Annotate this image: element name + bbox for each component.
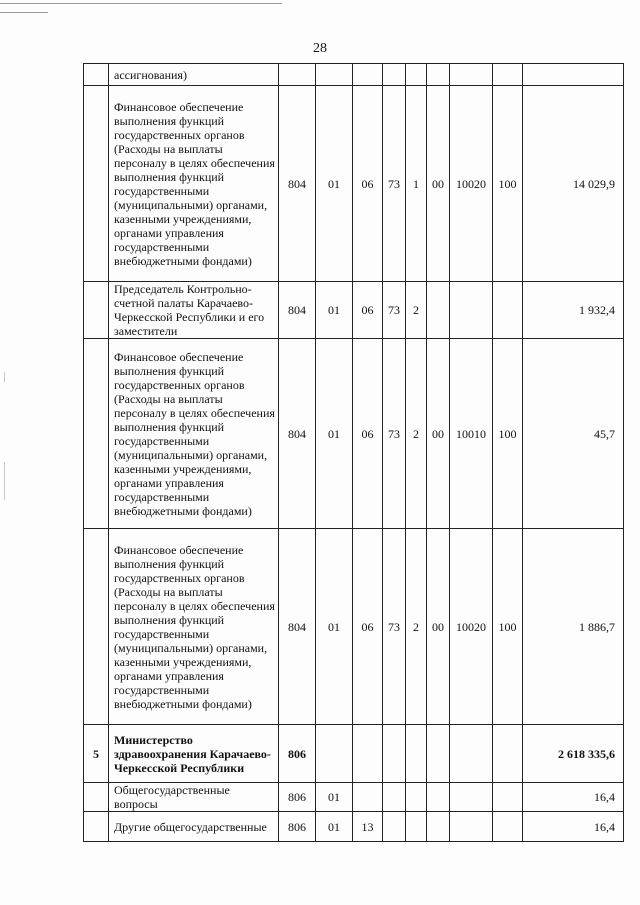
- program-code-cell: 73: [383, 282, 406, 339]
- direction-code-cell: [427, 282, 450, 339]
- direction-code-cell: [427, 725, 450, 783]
- amount-cell: 16,4: [523, 783, 624, 812]
- amount-cell: 2 618 335,6: [523, 725, 624, 783]
- subsection-code-cell: 06: [353, 86, 383, 282]
- expense-code-cell: 10020: [450, 86, 493, 282]
- section-code-cell: 01: [316, 86, 353, 282]
- subprogram-code-cell: 2: [406, 282, 427, 339]
- expense-code-cell: [450, 64, 493, 86]
- admin-code-cell: 806: [279, 725, 316, 783]
- name-cell: Другие общегосударственные: [109, 812, 279, 842]
- expense-code-cell: [450, 812, 493, 842]
- expense-code-cell: [450, 725, 493, 783]
- row-number-cell: 5: [84, 725, 109, 783]
- table-row: [84, 725, 624, 783]
- expense-code-cell: 10020: [450, 529, 493, 725]
- direction-code-cell: [427, 783, 450, 812]
- program-code-cell: 73: [383, 529, 406, 725]
- subprogram-code-cell: 2: [406, 339, 427, 529]
- subprogram-code-cell: [406, 64, 427, 86]
- row-number-cell: [84, 812, 109, 842]
- program-code-cell: [383, 812, 406, 842]
- amount-cell: 14 029,9: [523, 86, 624, 282]
- name-cell: Председатель Контрольно-счетной палаты Карачаево-Черкесской Республики и его заместители: [109, 282, 279, 339]
- row-number-cell: [84, 86, 109, 282]
- program-code-cell: [383, 64, 406, 86]
- expense-type-cell: 100: [493, 529, 523, 725]
- program-code-cell: 73: [383, 339, 406, 529]
- subsection-code-cell: [353, 725, 383, 783]
- program-code-cell: [383, 725, 406, 783]
- expense-type-cell: [493, 64, 523, 86]
- subsection-code-cell: 06: [353, 282, 383, 339]
- expense-code-cell: 10010: [450, 339, 493, 529]
- scan-side-mark: [4, 372, 5, 382]
- table-row: [84, 783, 624, 812]
- row-number-cell: [84, 339, 109, 529]
- direction-code-cell: 00: [427, 339, 450, 529]
- name-cell: Финансовое обеспечение выполнения функций государственных органов (Расходы на выплаты персоналу в целях обеспечения выполнения функций государственными (муниципальными) органами, казенными учреждениями, органами управления государственными внебюджетными фондами): [109, 529, 279, 725]
- subprogram-code-cell: 1: [406, 86, 427, 282]
- section-code-cell: 01: [316, 339, 353, 529]
- table-body: [84, 64, 624, 842]
- table-row: [84, 282, 624, 339]
- expense-type-cell: [493, 783, 523, 812]
- amount-cell: 45,7: [523, 339, 624, 529]
- section-code-cell: 01: [316, 282, 353, 339]
- section-code-cell: [316, 64, 353, 86]
- admin-code-cell: [279, 64, 316, 86]
- subsection-code-cell: [353, 783, 383, 812]
- admin-code-cell: 804: [279, 529, 316, 725]
- subsection-code-cell: [353, 64, 383, 86]
- expense-type-cell: [493, 812, 523, 842]
- scan-edge-line: [0, 3, 282, 4]
- section-code-cell: 01: [316, 812, 353, 842]
- admin-code-cell: 804: [279, 339, 316, 529]
- table-row: [84, 339, 624, 529]
- row-number-cell: [84, 64, 109, 86]
- name-cell: Общегосударственные вопросы: [109, 783, 279, 812]
- expense-type-cell: 100: [493, 86, 523, 282]
- row-number-cell: [84, 282, 109, 339]
- name-cell: Министерство здравоохранения Карачаево-Черкесской Республики: [109, 725, 279, 783]
- direction-code-cell: [427, 812, 450, 842]
- scan-side-mark: [4, 462, 5, 500]
- scan-edge-line: [0, 12, 48, 13]
- section-code-cell: 01: [316, 529, 353, 725]
- expense-code-cell: [450, 783, 493, 812]
- direction-code-cell: 00: [427, 86, 450, 282]
- name-cell: ассигнования): [109, 64, 279, 86]
- admin-code-cell: 804: [279, 282, 316, 339]
- table-row: [84, 812, 624, 842]
- program-code-cell: 73: [383, 86, 406, 282]
- admin-code-cell: 804: [279, 86, 316, 282]
- subprogram-code-cell: [406, 812, 427, 842]
- subsection-code-cell: 13: [353, 812, 383, 842]
- section-code-cell: 01: [316, 783, 353, 812]
- row-number-cell: [84, 529, 109, 725]
- expense-type-cell: [493, 725, 523, 783]
- name-cell: Финансовое обеспечение выполнения функций государственных органов (Расходы на выплаты персоналу в целях обеспечения выполнения функций государственными (муниципальными) органами, казенными учреждениями, органами управления государственными внебюджетными фондами): [109, 339, 279, 529]
- amount-cell: 1 932,4: [523, 282, 624, 339]
- direction-code-cell: [427, 64, 450, 86]
- page-number: 28: [313, 41, 327, 56]
- amount-cell: 16,4: [523, 812, 624, 842]
- admin-code-cell: 806: [279, 783, 316, 812]
- table-row: [84, 86, 624, 282]
- subprogram-code-cell: [406, 783, 427, 812]
- expense-type-cell: [493, 282, 523, 339]
- expense-type-cell: 100: [493, 339, 523, 529]
- budget-table: [83, 63, 624, 842]
- program-code-cell: [383, 783, 406, 812]
- subsection-code-cell: 06: [353, 339, 383, 529]
- expense-code-cell: [450, 282, 493, 339]
- subprogram-code-cell: [406, 725, 427, 783]
- name-cell: Финансовое обеспечение выполнения функций государственных органов (Расходы на выплаты персоналу в целях обеспечения выполнения функций государственными (муниципальными) органами, казенными учреждениями, органами управления государственными внебюджетными фондами): [109, 86, 279, 282]
- subsection-code-cell: 06: [353, 529, 383, 725]
- table-row: [84, 64, 624, 86]
- amount-cell: 1 886,7: [523, 529, 624, 725]
- admin-code-cell: 806: [279, 812, 316, 842]
- section-code-cell: [316, 725, 353, 783]
- table-row: [84, 529, 624, 725]
- amount-cell: [523, 64, 624, 86]
- subprogram-code-cell: 2: [406, 529, 427, 725]
- direction-code-cell: 00: [427, 529, 450, 725]
- row-number-cell: [84, 783, 109, 812]
